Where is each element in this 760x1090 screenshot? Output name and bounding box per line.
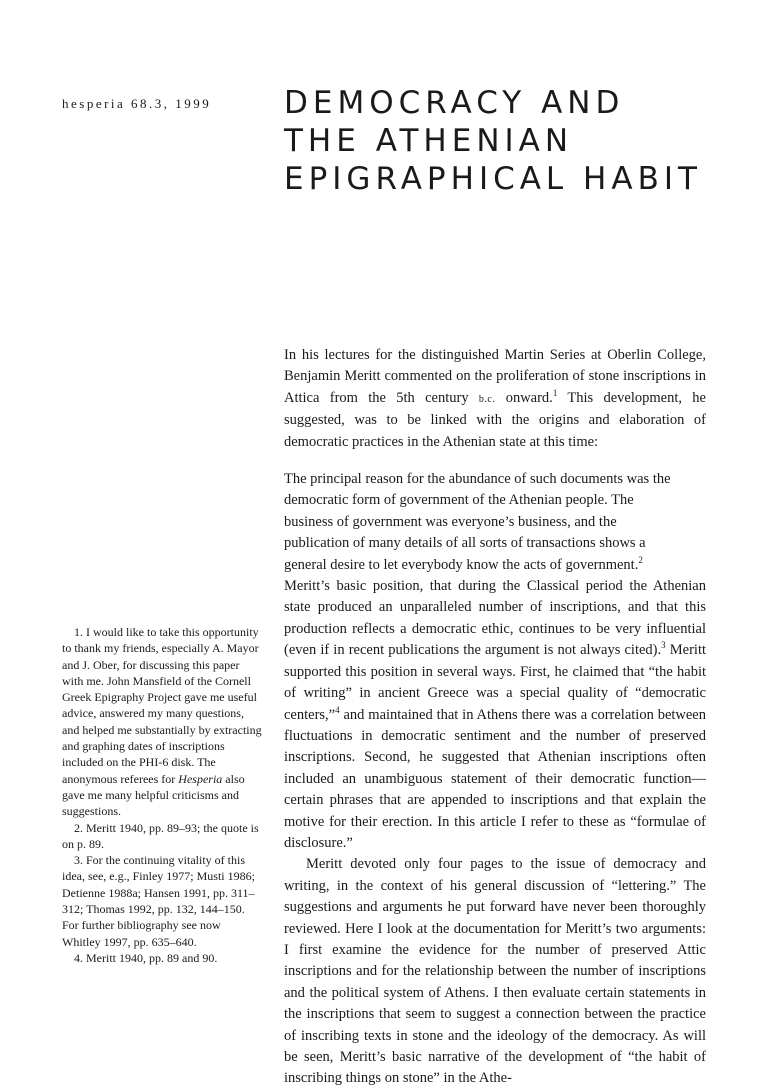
footnote-3: 3. For the continuing vitality of this idea, see, e.g., Finley 1977; Musti 1986; Detienne 1988a; Hansen 1991, pp. 311–312; Thomas 1992, pp. 132, 144–150. For further bibliography see now Whitley 1997, pp. 635–640. (62, 853, 255, 949)
body-column (284, 345, 706, 1090)
footnote-4: 4. Meritt 1940, pp. 89 and 90. (74, 950, 218, 965)
article-title (284, 84, 702, 198)
footnote-ref-4: 4 (335, 704, 340, 715)
journal-name: Hesperia (178, 771, 223, 786)
paragraph-2: Meritt’s basic position, that during the Classical period the Athenian state produced an unparalleled number of inscriptions, and that this production reflects a democratic ethic, continues to be very influential (even if in recent publications the argument is not always cited).$^3$ Meritt supported this position in several ways. First, he claimed that “the habit of writing” in ancient Greece was a special quality of “democratic centers,”$^4$ and maintained that in Athens there was a correlation between fluctuations in democratic sentiment and the number of preserved inscriptions. Second, he suggested that Athenian inscriptions often included an unambiguous statement of their democratic function—certain phrases that are appended to inscriptions and that explain the motive for their erection. In this article I refer to these as “formulae of disclosure.” (284, 578, 707, 851)
footnote-ref-3: 3 (661, 640, 666, 651)
paragraph-3: Meritt devoted only four pages to the issue of democracy and writing, in the context of his general discussion of “lettering.” The suggestions and arguments he put forward have never been thoroughly reviewed. Here I look at the documentation for Meritt’s two arguments: I first examine the evidence for the number of preserved Attic inscriptions and for the relationship between the number of inscriptions and the political system of Athens. I then evaluate certain statements in the inscriptions that seem to suggest a connection between the practice of inscribing texts in stone and the ideology of the democracy. As will be seen, Meritt’s basic narrative of the development of “the habit of inscribing things on stone” in the Athe- (284, 856, 706, 1087)
footnote-2: 2. Meritt 1940, pp. 89–93; the quote is on p. 89. (62, 820, 259, 851)
title-line-2: THE ATHENIAN (284, 123, 574, 159)
title-line-3: EPIGRAPHICAL HABIT (284, 161, 702, 197)
intro-paragraph: In his lectures for the distinguished Martin Series at Oberlin College, Benjamin Meritt commented on the proliferation of stone inscriptions in Attica from the 5th century b.c. onward.$^1$ This development, he suggested, was to be linked with the origins and elaboration of democratic practices in the Athenian state at this time: (284, 347, 706, 450)
footnote-ref-2: 2 (638, 554, 643, 565)
footnote-1: 1. I would like to take this opportunity to thank my friends, especially A. Mayor and J. Ober, for discussing this paper with me. John Mansfield of the Cornell Greek Epigraphy Project gave me useful advice, answered my many questions, and helped me substantially by extracting and graphing dates of inscriptions included on the PHI-6 disk. The anonymous referees for Hesperia also gave me many helpful criticisms and suggestions. (62, 625, 262, 819)
block-quote: The principal reason for the abundance of such documents was the democratic form of government of the Athenian people. The business of government was everyone’s business, and the publication of many details of all sorts of transactions shows a general desire to let everybody know the acts of government.$^2$ (284, 471, 671, 573)
footnote-ref-1: 1 (552, 387, 558, 398)
running-head: hesperia 68.3, 1999 (62, 96, 212, 111)
era-abbreviation: b.c. (478, 393, 496, 405)
title-line-1: DEMOCRACY AND (284, 85, 625, 121)
footnotes (62, 624, 262, 966)
